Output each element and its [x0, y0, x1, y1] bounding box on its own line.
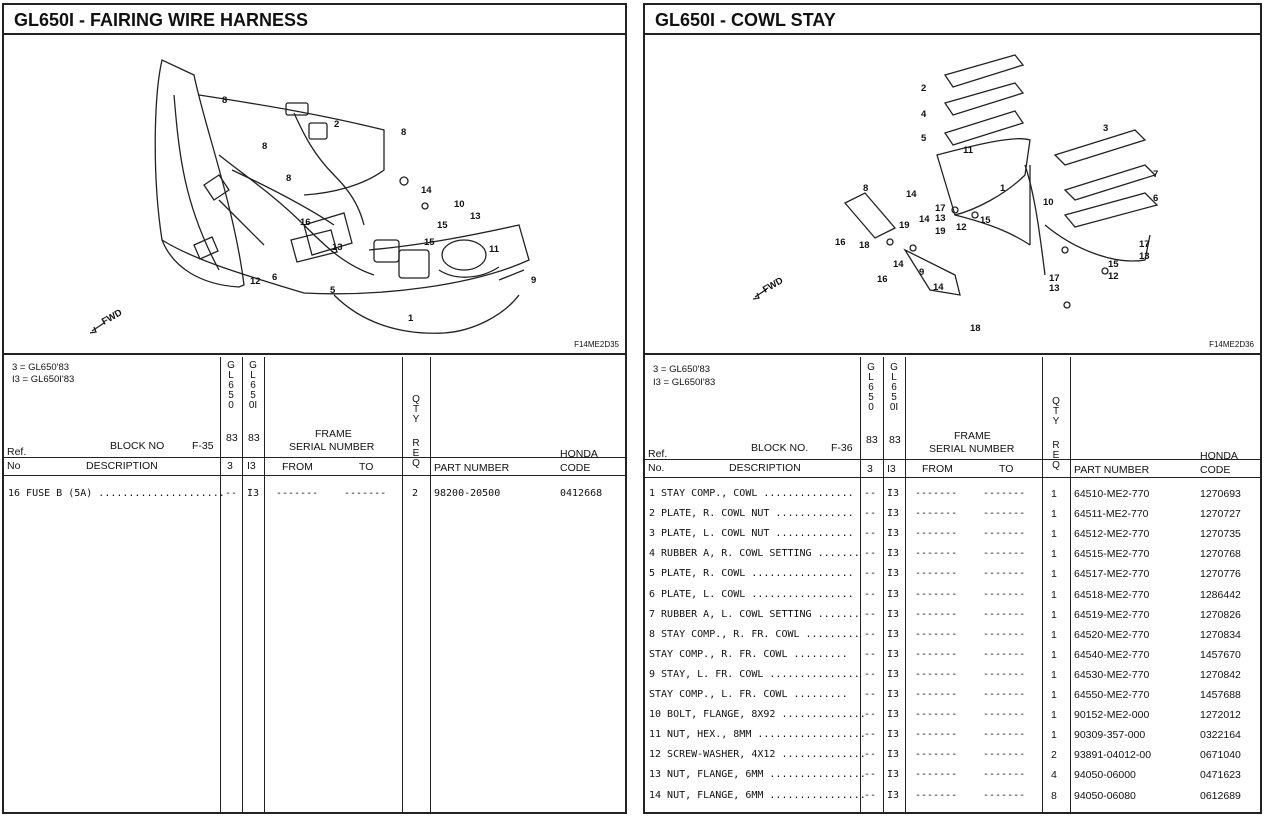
- callout-label: 8: [863, 183, 869, 194]
- cell-qty: 1: [1051, 648, 1057, 661]
- callout-label: 12: [250, 276, 261, 287]
- callout-label: 11: [963, 145, 974, 156]
- callout-label: 13: [332, 242, 343, 253]
- table-row: [645, 548, 1260, 564]
- cell-from: -------: [915, 769, 958, 781]
- cell-part: 90152-ME2-000: [1074, 709, 1150, 722]
- cell-part: 64540-ME2-770: [1074, 648, 1150, 661]
- cell-desc: 1 STAY COMP., COWL ...............: [649, 488, 854, 499]
- callout-label: 19: [935, 226, 946, 237]
- sub-gl650: 3: [227, 460, 233, 472]
- cell-from: -------: [915, 568, 958, 580]
- callout-label: 9: [531, 275, 537, 286]
- note-line: 3 = GL650'83: [653, 364, 711, 375]
- table-row: [645, 568, 1260, 584]
- cell-part: 64530-ME2-770: [1074, 668, 1150, 681]
- callout-label: 18: [859, 240, 870, 251]
- cell-qty: 8: [1051, 789, 1057, 802]
- cell-g650i: I3: [887, 749, 900, 761]
- callout-label: 13: [470, 211, 481, 222]
- cell-g650i: I3: [887, 729, 900, 741]
- callout-label: 15: [1108, 259, 1119, 270]
- callout-label: 11: [489, 244, 500, 255]
- cell-to: -------: [983, 709, 1026, 721]
- cell-g650: --: [864, 628, 877, 640]
- cell-qty: 1: [1051, 488, 1057, 500]
- block-no-label: BLOCK NO: [110, 440, 165, 452]
- table-row: [645, 689, 1260, 705]
- cell-qty: 1: [1051, 568, 1057, 581]
- req-header: REQ: [1052, 440, 1060, 471]
- cell-desc: 9 STAY, L. FR. COWL ...............: [649, 668, 860, 680]
- cell-g650: --: [864, 648, 877, 660]
- cell-from: -------: [915, 709, 958, 721]
- callout-label: 14: [919, 214, 930, 225]
- block-code: F-36: [831, 442, 853, 454]
- ref-label: Ref.: [7, 446, 27, 458]
- cell-part: 93891-04012-00: [1074, 749, 1152, 762]
- frame-header: FRAME: [315, 428, 352, 440]
- from-header: FROM: [922, 463, 953, 475]
- cell-to: -------: [983, 648, 1026, 660]
- table-row: [645, 629, 1260, 645]
- cell-honda: 0612689: [1200, 789, 1241, 802]
- from-header: FROM: [282, 461, 313, 473]
- table-row: [645, 749, 1260, 765]
- cell-to: -------: [983, 668, 1026, 680]
- callout-label: 17: [1049, 273, 1060, 284]
- parts-table: [645, 357, 1260, 812]
- serial-number-header: SERIAL NUMBER: [929, 443, 1015, 455]
- cell-g650: --: [864, 668, 877, 680]
- cell-to: -------: [983, 488, 1026, 499]
- part-number-header: PART NUMBER: [1074, 464, 1150, 476]
- cell-from: -------: [915, 648, 958, 660]
- cell-to: -------: [983, 628, 1026, 640]
- callout-label: 16: [877, 274, 888, 285]
- cell-part: 64520-ME2-770: [1074, 628, 1150, 641]
- cell-to: -------: [983, 608, 1026, 620]
- callout-label: 16: [300, 217, 311, 228]
- callout-label: 8: [286, 173, 292, 184]
- qty-header: QTY: [1052, 396, 1060, 427]
- cell-desc: 3 PLATE, L. COWL NUT .............: [649, 528, 854, 540]
- cell-g650i: I3: [887, 488, 900, 499]
- cell-from: -------: [915, 508, 958, 520]
- callout-label: 18: [970, 323, 981, 334]
- table-row: [645, 528, 1260, 544]
- cell-g650: --: [864, 769, 877, 781]
- cell-part: 64512-ME2-770: [1074, 528, 1150, 541]
- callout-label: 5: [330, 285, 336, 296]
- cell-desc: 11 NUT, HEX., 8MM ..................: [649, 729, 866, 741]
- cell-from: -------: [915, 668, 958, 680]
- year-gl650i: 83: [889, 434, 901, 446]
- cell-honda: 1270768: [1200, 548, 1241, 561]
- cell-from: -------: [915, 548, 958, 560]
- cell-g650: --: [864, 689, 877, 700]
- note-line: 3 = GL650'83: [12, 362, 70, 373]
- ref-label: Ref.: [648, 448, 668, 460]
- to-header: TO: [999, 463, 1014, 475]
- callout-label: 14: [893, 259, 904, 270]
- cell-desc: 14 NUT, FLANGE, 6MM ................: [649, 789, 866, 801]
- cell-from: -------: [915, 789, 958, 801]
- cell-qty: 1: [1051, 729, 1057, 742]
- cell-g650: --: [864, 789, 877, 801]
- col-gl650i: GL650I: [889, 362, 899, 413]
- callout-label: 13: [1139, 251, 1150, 262]
- note-line: I3 = GL650I'83: [653, 377, 716, 388]
- table-row: [645, 589, 1260, 605]
- cell-from: -------: [915, 488, 958, 499]
- callout-label: 4: [921, 109, 927, 120]
- cell-from: -------: [915, 749, 958, 761]
- frame-header: FRAME: [954, 430, 991, 442]
- callout-label: 19: [899, 220, 910, 231]
- cell-honda: 0322164: [1200, 729, 1241, 742]
- callout-label: 8: [262, 141, 268, 152]
- cell-honda: 1272012: [1200, 709, 1241, 722]
- cell-from: -------: [915, 588, 958, 600]
- callout-label: 10: [454, 199, 465, 210]
- cell-desc: 13 NUT, FLANGE, 6MM ................: [649, 769, 866, 781]
- cell-desc: STAY COMP., L. FR. COWL .........: [649, 689, 848, 700]
- callout-label: 13: [935, 213, 946, 224]
- cell-part: 64518-ME2-770: [1074, 588, 1150, 601]
- callout-label: 8: [401, 127, 407, 138]
- cell-g650i: I3: [887, 568, 900, 580]
- table-row: 16 FUSE B (5A) ..................... -- I3 ------- ------- 2 98200-20500 0412668: [8, 488, 603, 499]
- callout-label: 14: [421, 185, 432, 196]
- cell-desc: 12 SCREW-WASHER, 4X12 ..............: [649, 749, 866, 761]
- cell-to: -------: [983, 528, 1026, 540]
- cell-honda: 1270693: [1200, 488, 1241, 500]
- cell-to: -------: [983, 729, 1026, 741]
- cell-to: -------: [983, 749, 1026, 761]
- cell-to: -------: [983, 789, 1026, 801]
- cell-desc: 5 PLATE, R. COWL .................: [649, 568, 854, 580]
- cell-part: 94050-06000: [1074, 769, 1136, 782]
- cell-part: 94050-06080: [1074, 789, 1136, 802]
- description-header: DESCRIPTION: [729, 462, 801, 474]
- cell-part: 64511-ME2-770: [1074, 508, 1149, 521]
- cell-to: -------: [983, 689, 1026, 700]
- fwd-label: FWD: [100, 307, 125, 328]
- block-code: F-35: [192, 440, 214, 452]
- cell-g650i: I3: [887, 668, 900, 680]
- callout-label: 7: [1153, 169, 1159, 180]
- cell-g650i: I3: [887, 608, 900, 620]
- callout-label: 15: [980, 215, 991, 226]
- cell-g650: --: [864, 568, 877, 580]
- table-row: [645, 769, 1260, 785]
- callout-label: 3: [1103, 123, 1109, 134]
- cell-honda: 0471623: [1200, 769, 1241, 782]
- cell-honda: 1270776: [1200, 568, 1241, 581]
- callout-label: 1: [1000, 183, 1006, 194]
- cell-g650: --: [864, 508, 877, 520]
- cell-g650: --: [864, 709, 877, 721]
- cell-part: 64510-ME2-770: [1074, 488, 1150, 500]
- callout-label: 6: [272, 272, 278, 283]
- table-row: [645, 488, 1260, 504]
- cell-qty: 1: [1051, 628, 1057, 641]
- cell-to: -------: [983, 508, 1026, 520]
- callout-label: 15: [424, 237, 435, 248]
- parts-table: [4, 357, 625, 812]
- cell-g650i: I3: [887, 769, 900, 781]
- cell-part: 90309-357-000: [1074, 729, 1146, 742]
- cell-honda: 1270834: [1200, 628, 1241, 641]
- cell-qty: 1: [1051, 668, 1057, 681]
- cell-honda: 1457688: [1200, 689, 1241, 701]
- qty-header: QTY: [412, 394, 420, 425]
- cell-part: 64515-ME2-770: [1074, 548, 1150, 561]
- cell-honda: 1286442: [1200, 588, 1241, 601]
- callout-label: 14: [906, 189, 917, 200]
- cell-qty: 4: [1051, 769, 1057, 782]
- cell-qty: 1: [1051, 608, 1057, 621]
- cell-to: -------: [983, 588, 1026, 600]
- callout-label: 12: [1108, 271, 1119, 282]
- fwd-label: FWD: [761, 275, 786, 296]
- cell-g650i: I3: [887, 689, 900, 700]
- cowl-stay-drawing: [645, 35, 1260, 355]
- cell-honda: 1270842: [1200, 668, 1241, 681]
- callout-label: 1: [408, 313, 414, 324]
- callout-label: 8: [222, 95, 228, 106]
- cell-g650: --: [864, 729, 877, 741]
- col-gl650i: GL650I: [248, 360, 258, 411]
- cell-g650: --: [864, 548, 877, 560]
- callout-label: 16: [835, 237, 846, 248]
- cell-desc: 2 PLATE, R. COWL NUT .............: [649, 508, 854, 520]
- cell-g650i: I3: [887, 548, 900, 560]
- code-header: CODE: [560, 462, 591, 474]
- cell-qty: 1: [1051, 528, 1057, 541]
- cell-qty: 1: [1051, 508, 1057, 521]
- callout-label: 14: [933, 282, 944, 293]
- callout-label: 15: [437, 220, 448, 231]
- cell-qty: 1: [1051, 689, 1057, 701]
- description-header: DESCRIPTION: [86, 460, 158, 472]
- cell-part: 64519-ME2-770: [1074, 608, 1150, 621]
- cell-from: -------: [915, 608, 958, 620]
- year-gl650: 83: [866, 434, 878, 446]
- table-row: [645, 790, 1260, 806]
- cell-desc: 6 PLATE, L. COWL .................: [649, 588, 854, 600]
- cell-from: -------: [915, 528, 958, 540]
- cell-to: -------: [983, 548, 1026, 560]
- callout-label: 10: [1043, 197, 1054, 208]
- cell-g650: --: [864, 528, 877, 540]
- code-header: CODE: [1200, 464, 1231, 476]
- cell-desc: 10 BOLT, FLANGE, 8X92 ..............: [649, 709, 866, 721]
- table-row: [645, 609, 1260, 625]
- cell-from: -------: [915, 689, 958, 700]
- cell-honda: 1270826: [1200, 608, 1241, 621]
- table-row: [645, 669, 1260, 685]
- cell-g650: --: [864, 488, 877, 499]
- table-row: [645, 709, 1260, 725]
- cell-desc: 7 RUBBER A, L. COWL SETTING .......: [649, 608, 860, 620]
- cell-g650i: I3: [887, 648, 900, 660]
- cell-part: 64517-ME2-770: [1074, 568, 1150, 581]
- cell-g650i: I3: [887, 628, 900, 640]
- exploded-diagram: [645, 35, 1260, 355]
- block-no-label: BLOCK NO.: [751, 442, 809, 454]
- cell-desc: 8 STAY COMP., R. FR. COWL .........: [649, 628, 860, 640]
- sub-gl650i: I3: [247, 460, 256, 472]
- drawing-code: F14ME2D35: [574, 340, 619, 349]
- page-fairing-wire-harness: [2, 3, 627, 814]
- cell-desc: 4 RUBBER A, R. COWL SETTING .......: [649, 548, 860, 560]
- page-title: GL650I - COWL STAY: [645, 5, 1260, 35]
- cell-from: -------: [915, 628, 958, 640]
- table-row: [645, 649, 1260, 665]
- req-header: REQ: [412, 438, 420, 469]
- cell-g650: --: [864, 749, 877, 761]
- no-label: No: [7, 460, 21, 472]
- honda-header: HONDA: [560, 448, 598, 460]
- cell-g650i: I3: [887, 528, 900, 540]
- cell-qty: 1: [1051, 588, 1057, 601]
- honda-header: HONDA: [1200, 450, 1238, 462]
- sub-gl650: 3: [867, 463, 873, 475]
- cell-honda: 1270727: [1200, 508, 1241, 521]
- table-row: [645, 508, 1260, 524]
- table-row: [645, 729, 1260, 745]
- fairing-harness-drawing: [4, 35, 625, 355]
- callout-label: 12: [956, 222, 967, 233]
- serial-number-header: SERIAL NUMBER: [289, 441, 375, 453]
- cell-honda: 1270735: [1200, 528, 1241, 541]
- cell-qty: 1: [1051, 709, 1057, 722]
- col-gl650: GL650: [867, 362, 875, 413]
- cell-g650i: I3: [887, 709, 900, 721]
- year-gl650i: 83: [248, 432, 260, 444]
- cell-to: -------: [983, 568, 1026, 580]
- cell-to: -------: [983, 769, 1026, 781]
- page-title: GL650I - FAIRING WIRE HARNESS: [4, 5, 625, 35]
- note-line: I3 = GL650I'83: [12, 374, 75, 385]
- callout-label: 2: [334, 119, 340, 130]
- callout-label: 6: [1153, 193, 1159, 204]
- callout-label: 2: [921, 83, 927, 94]
- col-gl650: GL650: [227, 360, 235, 411]
- cell-g650i: I3: [887, 508, 900, 520]
- callout-label: 17: [935, 203, 946, 214]
- cell-desc: STAY COMP., R. FR. COWL .........: [649, 648, 848, 660]
- cell-g650: --: [864, 608, 877, 620]
- cell-g650: --: [864, 588, 877, 600]
- cell-part: 64550-ME2-770: [1074, 689, 1150, 701]
- cell-qty: 2: [1051, 749, 1057, 762]
- callout-label: 17: [1139, 239, 1150, 250]
- cell-g650i: I3: [887, 588, 900, 600]
- drawing-code: F14ME2D36: [1209, 340, 1254, 349]
- cell-honda: 1457670: [1200, 648, 1241, 661]
- callout-label: 9: [919, 267, 925, 278]
- callout-label: 5: [921, 133, 927, 144]
- cell-qty: 1: [1051, 548, 1057, 561]
- no-label: No.: [648, 462, 665, 474]
- part-number-header: PART NUMBER: [434, 462, 510, 474]
- sub-gl650i: I3: [887, 463, 896, 475]
- cell-from: -------: [915, 729, 958, 741]
- cell-g650i: I3: [887, 789, 900, 801]
- exploded-diagram: [4, 35, 625, 355]
- cell-honda: 0671040: [1200, 749, 1241, 762]
- page-cowl-stay: [643, 3, 1262, 814]
- callout-label: 13: [1049, 283, 1060, 294]
- year-gl650: 83: [226, 432, 238, 444]
- to-header: TO: [359, 461, 374, 473]
